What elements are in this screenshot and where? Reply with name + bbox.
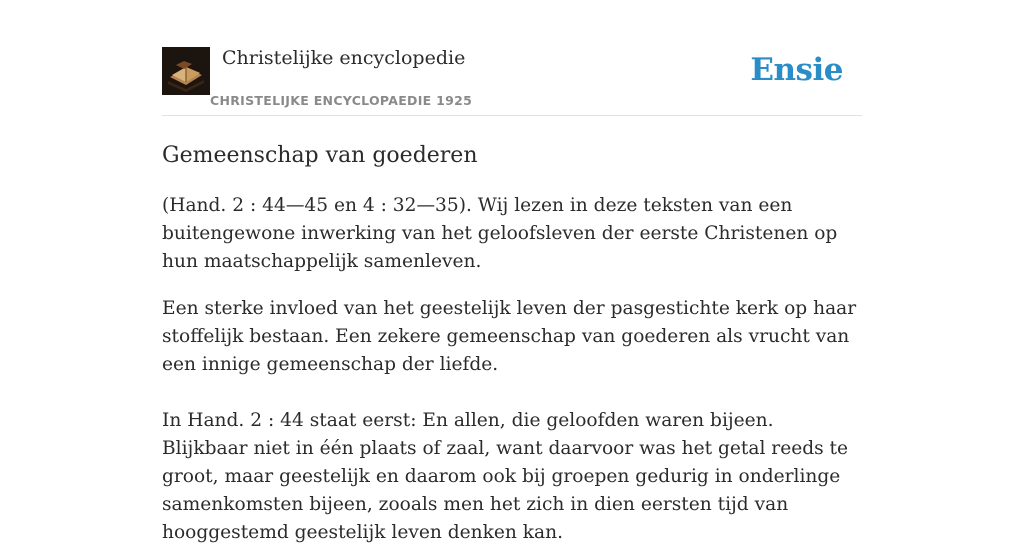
article-body (162, 192, 862, 547)
ensie-logo[interactable]: Ensie (750, 52, 843, 88)
article-paragraph: (Hand. 2 : 44—45 en 4 : 32—35). Wij lezen in deze teksten van een buitengewone inwerking van het geloofsleven der eerste Christenen op hun maatschappelijk samenleven. (162, 195, 838, 272)
encyclopedia-avatar[interactable] (162, 47, 210, 95)
article-title: Gemeenschap van goederen (162, 143, 478, 168)
open-book-photo-icon (162, 47, 210, 95)
article-paragraph: Een sterke invloed van het geestelijk leven der pasgestichte kerk op haar stoffelijk bestaan. Een zekere gemeenschap van goederen als vrucht van een innige gemeenschap der liefde. (162, 298, 857, 375)
page (162, 0, 862, 547)
site-header (162, 46, 862, 116)
site-name[interactable]: Christelijke encyclopedie (222, 47, 466, 69)
article-paragraph: In Hand. 2 : 44 staat eerst: En allen, die geloofden waren bijeen. Blijkbaar niet in één plaats of zaal, want daarvoor was het getal reeds te groot, maar geestelijk en daarom ook bij groepen gedurig in onderlinge samenkomsten bijeen, zooals men het zich in dien eersten tijd van hooggestemd geestelijk leven denken kan. (162, 410, 849, 543)
source-name[interactable]: CHRISTELIJKE ENCYCLOPAEDIE 1925 (210, 93, 473, 108)
